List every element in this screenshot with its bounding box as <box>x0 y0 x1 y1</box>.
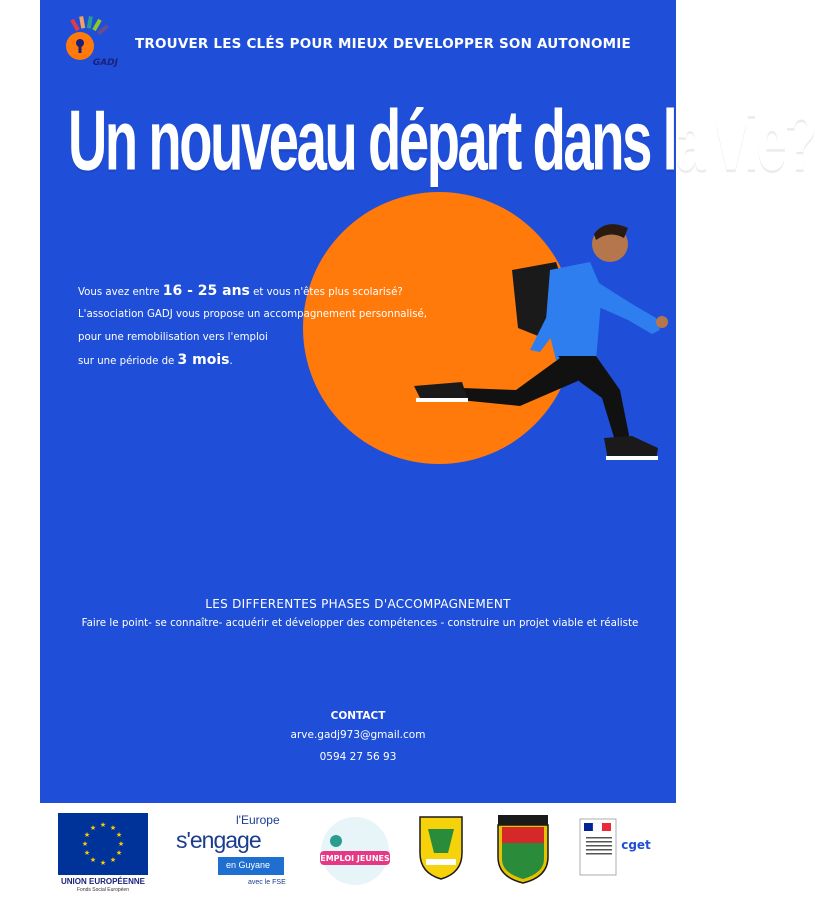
svg-text:★: ★ <box>89 825 97 832</box>
headline: Un nouveau départ dans la vie? <box>68 93 815 188</box>
contact-title: CONTACT <box>330 710 386 722</box>
svg-text:★: ★ <box>109 857 117 864</box>
svg-text:★: ★ <box>89 857 97 864</box>
svg-text:cget: cget <box>621 838 651 852</box>
svg-text:★: ★ <box>115 850 123 857</box>
svg-text:★: ★ <box>83 832 91 839</box>
svg-text:EMPLOI JEUNES: EMPLOI JEUNES <box>320 854 390 863</box>
tagline: TROUVER LES CLÉS POUR MIEUX DEVELOPPER SON AUTONOMIE <box>135 36 631 52</box>
age-range: 16 - 25 ans <box>162 283 250 299</box>
remire-montjoly-crest <box>418 815 464 881</box>
svg-text:★: ★ <box>117 841 125 848</box>
cget-logo <box>578 817 658 877</box>
intro-line-3: pour une remobilisation vers l'emploi <box>78 332 268 343</box>
intro-text <box>78 280 498 372</box>
contact-email[interactable]: arve.gadj973@gmail.com <box>290 729 426 741</box>
emploi-jeunes-logo <box>312 811 398 891</box>
footer-logos <box>0 803 700 900</box>
eu-subcaption: Fonds Social Européen <box>77 887 129 893</box>
eu-caption: UNION EUROPÉENNE <box>60 877 145 886</box>
phases-description: Faire le point- se connaître- acquérir et développer des compétences - construire un projet viable et réaliste <box>81 617 639 629</box>
phases-title: LES DIFFERENTES PHASES D'ACCOMPAGNEMENT <box>205 597 511 611</box>
svg-text:★: ★ <box>109 825 117 832</box>
poster <box>40 0 815 803</box>
matoury-crest <box>496 813 550 885</box>
eu-flag-icon <box>58 813 148 875</box>
contact-phone[interactable]: 0594 27 56 93 <box>319 751 397 763</box>
duration: 3 mois <box>177 352 230 368</box>
intro-line-1: Vous avez entre 16 - 25 ans et vous n'êtes plus scolarisé? <box>78 283 403 299</box>
svg-text:★: ★ <box>83 850 91 857</box>
svg-text:★: ★ <box>99 860 107 867</box>
logo-rays <box>70 16 108 35</box>
svg-text:★: ★ <box>115 832 123 839</box>
intro-line-2: L'association GADJ vous propose un accompagnement personnalisé, <box>78 309 428 320</box>
svg-text:★: ★ <box>99 822 107 829</box>
intro-line-4: sur une période de 3 mois. <box>78 352 233 368</box>
logo-caption: GADJ <box>92 58 118 68</box>
svg-text:★: ★ <box>81 841 89 848</box>
europe-engage-logo: l'Europe s'engage en Guyane avec le FSE <box>176 813 286 886</box>
